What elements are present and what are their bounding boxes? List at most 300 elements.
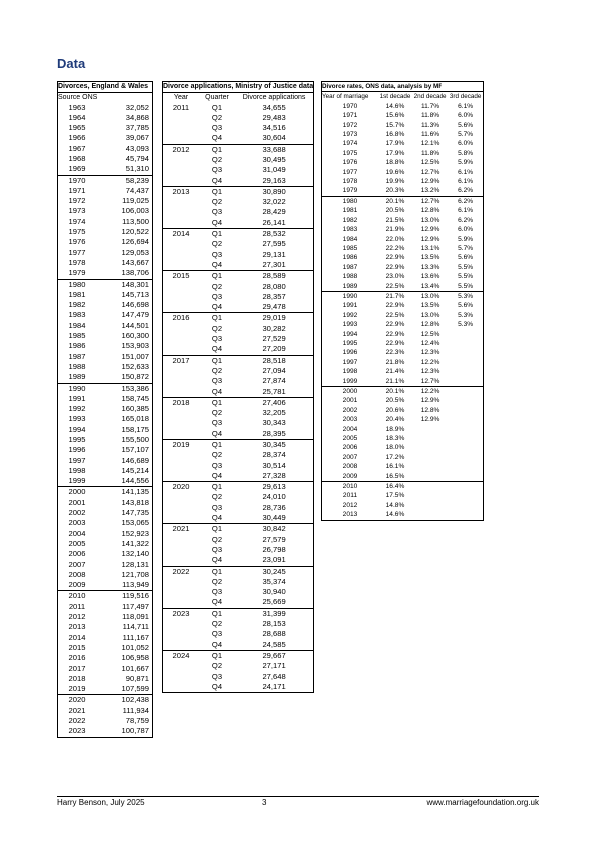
divorces-cell: 143,667 xyxy=(121,257,149,267)
col-3rd-decade: 3rd decade xyxy=(449,93,482,101)
quarter-cell: Q2 xyxy=(211,365,223,375)
year-cell: 1973 xyxy=(68,206,86,216)
year-cell: 1971 xyxy=(342,112,358,120)
year-cell: 1983 xyxy=(68,310,86,320)
year-cell xyxy=(163,545,200,555)
table-row xyxy=(58,508,153,518)
applications-cell: 34,516 xyxy=(262,123,286,133)
year-cell xyxy=(163,661,200,671)
year-cell: 2017 xyxy=(68,663,86,673)
year-cell: 2016 xyxy=(68,653,86,663)
table-row xyxy=(163,661,314,671)
divorces-header: Divorces, England & Wales xyxy=(58,82,153,93)
year-cell: 1980 xyxy=(68,279,86,289)
table-row xyxy=(58,237,153,247)
applications-cell: 27,406 xyxy=(262,397,286,407)
table-row xyxy=(58,279,153,290)
rate-1st-decade-cell: 14.8% xyxy=(385,501,405,509)
year-cell: 1987 xyxy=(68,351,86,361)
divorces-cell: 111,167 xyxy=(122,632,149,642)
table-row xyxy=(322,387,484,397)
rate-2nd-decade-cell: 12.2% xyxy=(420,358,440,366)
quarter-cell: Q2 xyxy=(211,576,223,586)
applications-cell: 26,141 xyxy=(235,218,314,229)
quarter-cell: Q2 xyxy=(211,492,223,502)
applications-cell: 24,585 xyxy=(235,640,314,651)
year-cell xyxy=(163,408,200,418)
quarter-cell: Q3 xyxy=(211,502,223,512)
quarter-cell: Q1 xyxy=(211,440,223,449)
divorces-cell: 118,091 xyxy=(122,612,149,622)
year-cell: 1991 xyxy=(68,393,86,403)
divorces-table xyxy=(57,81,153,738)
rate-3rd-decade-cell: 5.8% xyxy=(458,149,474,157)
year-cell: 2023 xyxy=(172,608,190,618)
rate-1st-decade-cell: 16.1% xyxy=(385,463,405,471)
rate-2nd-decade-cell xyxy=(412,462,448,471)
col-year: Year xyxy=(173,94,189,101)
year-cell xyxy=(163,555,200,566)
table-row xyxy=(58,133,153,143)
applications-body xyxy=(163,103,314,693)
divorces-cell: 158,745 xyxy=(121,393,149,403)
rate-2nd-decade-cell: 13.6% xyxy=(420,273,440,281)
rate-3rd-decade-cell: 6.1% xyxy=(458,102,474,110)
table-row xyxy=(322,311,484,320)
table-row xyxy=(163,608,314,619)
divorces-cell: 152,923 xyxy=(121,528,149,538)
year-cell: 2021 xyxy=(68,705,86,715)
rate-1st-decade-cell: 17.9% xyxy=(385,149,405,157)
table-row xyxy=(163,672,314,682)
rate-2nd-decade-cell: 12.3% xyxy=(420,368,440,376)
rate-3rd-decade-cell: 5.5% xyxy=(458,273,474,281)
year-cell: 1990 xyxy=(342,292,358,300)
divorces-cell: 128,131 xyxy=(121,559,149,569)
rate-1st-decade-cell: 15.7% xyxy=(385,121,405,129)
rate-2nd-decade-cell: 12.3% xyxy=(420,349,440,357)
rate-2nd-decade-cell: 12.8% xyxy=(420,321,440,329)
year-cell: 2019 xyxy=(172,440,190,449)
table-row xyxy=(322,472,484,482)
rate-1st-decade-cell: 18.0% xyxy=(385,444,405,452)
year-cell: 2022 xyxy=(172,566,190,576)
quarter-cell: Q1 xyxy=(211,313,223,323)
table-row xyxy=(58,248,153,258)
divorces-body xyxy=(58,103,153,738)
table-row xyxy=(322,425,484,434)
divorces-cell: 43,093 xyxy=(125,143,149,153)
rate-1st-decade-cell: 22.9% xyxy=(385,321,405,329)
year-cell: 1989 xyxy=(58,372,97,383)
rate-1st-decade-cell: 14.6% xyxy=(385,511,405,519)
col-quarter: Quarter xyxy=(205,94,229,101)
year-cell xyxy=(163,282,200,292)
divorces-cell: 150,872 xyxy=(96,372,153,383)
divorces-cell: 51,310 xyxy=(96,164,153,175)
year-cell: 2000 xyxy=(342,388,358,395)
rate-2nd-decade-cell: 13.5% xyxy=(420,302,440,310)
table-row xyxy=(58,653,153,663)
divorces-cell: 146,698 xyxy=(121,300,149,310)
quarter-cell: Q2 xyxy=(211,281,223,291)
year-cell: 2020 xyxy=(172,482,190,492)
year-cell: 1994 xyxy=(342,330,358,338)
quarter-cell: Q2 xyxy=(211,408,223,418)
quarter-cell: Q1 xyxy=(211,482,223,492)
year-cell: 1981 xyxy=(342,207,358,215)
table-row xyxy=(322,339,484,348)
year-cell: 2011 xyxy=(342,492,358,500)
table-row xyxy=(163,471,314,482)
rate-2nd-decade-cell xyxy=(412,482,448,492)
quarter-cell: Q1 xyxy=(211,271,223,281)
rate-1st-decade-cell: 16.8% xyxy=(385,131,405,139)
rate-3rd-decade-cell xyxy=(448,501,483,510)
quarter-cell: Q3 xyxy=(211,165,223,175)
rates-body xyxy=(322,102,484,520)
divorces-source: Source ONS xyxy=(58,94,98,101)
rate-1st-decade-cell: 22.0% xyxy=(385,235,405,243)
year-cell: 1978 xyxy=(342,178,358,186)
table-row xyxy=(58,570,153,580)
year-cell: 2017 xyxy=(172,355,190,365)
applications-cell: 23,091 xyxy=(235,555,314,566)
year-cell: 2000 xyxy=(68,487,86,497)
table-row xyxy=(163,165,314,175)
table-row xyxy=(322,396,484,405)
footer-page-number: 3 xyxy=(262,798,267,807)
rate-3rd-decade-cell xyxy=(448,434,483,443)
applications-cell: 30,343 xyxy=(262,418,286,428)
year-cell xyxy=(163,429,200,440)
applications-table xyxy=(162,81,314,693)
year-cell: 1998 xyxy=(342,368,358,376)
table-row xyxy=(58,445,153,455)
quarter-cell: Q1 xyxy=(211,355,223,365)
col-applications: Divorce applications xyxy=(242,94,306,101)
divorces-cell: 102,438 xyxy=(121,695,149,705)
rate-2nd-decade-cell: 11.6% xyxy=(420,131,440,139)
quarter-cell: Q4 xyxy=(199,387,235,398)
divorces-cell: 106,003 xyxy=(121,206,149,216)
table-row xyxy=(58,414,153,424)
year-cell: 2006 xyxy=(68,549,86,559)
year-cell xyxy=(163,302,200,313)
divorces-cell: 147,479 xyxy=(121,310,149,320)
page-title: Data xyxy=(57,56,86,71)
rate-3rd-decade-cell: 5.5% xyxy=(448,282,483,292)
divorces-cell: 101,052 xyxy=(121,642,149,652)
year-cell: 1965 xyxy=(68,123,86,133)
table-row xyxy=(163,450,314,460)
quarter-cell: Q4 xyxy=(199,640,235,651)
divorces-cell: 117,497 xyxy=(122,601,149,611)
table-row xyxy=(322,453,484,462)
quarter-cell: Q4 xyxy=(199,176,235,187)
year-cell: 2016 xyxy=(172,313,190,323)
table-row xyxy=(322,263,484,272)
applications-cell: 29,667 xyxy=(262,650,286,660)
rate-3rd-decade-cell: 5.6% xyxy=(458,254,474,262)
year-cell: 1968 xyxy=(68,153,86,163)
rate-1st-decade-cell: 14.6% xyxy=(385,102,405,110)
table-row xyxy=(58,643,153,653)
table-row xyxy=(163,260,314,271)
rate-3rd-decade-cell: 5.9% xyxy=(458,235,474,243)
year-cell: 1987 xyxy=(342,263,358,271)
year-cell xyxy=(163,376,200,386)
rate-1st-decade-cell: 20.1% xyxy=(385,197,405,205)
table-row xyxy=(58,476,153,487)
rate-3rd-decade-cell xyxy=(448,472,483,482)
table-row xyxy=(163,650,314,661)
year-cell: 2003 xyxy=(342,416,358,424)
applications-cell: 24,010 xyxy=(262,492,286,502)
table-row xyxy=(322,186,484,196)
quarter-cell: Q4 xyxy=(199,555,235,566)
rate-1st-decade-cell: 16.5% xyxy=(378,472,412,482)
table-row xyxy=(163,513,314,524)
rate-1st-decade-cell: 22.5% xyxy=(385,311,405,319)
rate-3rd-decade-cell: 5.7% xyxy=(458,131,474,139)
year-cell: 1994 xyxy=(68,424,86,434)
year-cell xyxy=(163,629,200,639)
divorces-cell: 157,107 xyxy=(121,445,149,455)
quarter-cell: Q2 xyxy=(211,450,223,460)
year-cell: 1969 xyxy=(58,164,97,175)
quarter-cell: Q4 xyxy=(199,597,235,608)
divorces-cell: 144,501 xyxy=(121,320,149,330)
table-row xyxy=(322,510,484,520)
table-row xyxy=(58,580,153,591)
rate-3rd-decade-cell: 5.3% xyxy=(458,321,474,329)
table-row xyxy=(163,545,314,555)
applications-header: Divorce applications, Ministry of Justice data xyxy=(163,82,314,93)
applications-cell: 31,399 xyxy=(262,608,286,618)
table-row xyxy=(322,111,484,120)
rate-1st-decade-cell: 23.0% xyxy=(385,273,405,281)
rate-3rd-decade-cell: 6.1% xyxy=(458,207,474,215)
footer-url: www.marriagefoundation.org.uk xyxy=(426,798,539,807)
year-cell: 1978 xyxy=(68,257,86,267)
year-cell: 1980 xyxy=(342,197,358,205)
rate-3rd-decade-cell xyxy=(448,396,483,405)
table-row xyxy=(163,492,314,502)
table-row xyxy=(163,682,314,693)
applications-cell: 27,595 xyxy=(262,239,286,249)
quarter-cell: Q4 xyxy=(199,260,235,271)
year-cell xyxy=(163,344,200,355)
table-row xyxy=(58,394,153,404)
divorces-cell: 141,135 xyxy=(121,487,149,497)
rate-2nd-decade-cell xyxy=(412,510,448,520)
rate-3rd-decade-cell xyxy=(448,425,483,434)
applications-cell: 27,579 xyxy=(262,534,286,544)
applications-cell: 30,449 xyxy=(235,513,314,524)
rate-2nd-decade-cell xyxy=(412,501,448,510)
year-cell xyxy=(163,292,200,302)
table-row xyxy=(322,291,484,301)
divorces-cell: 147,735 xyxy=(121,508,149,518)
year-cell: 1986 xyxy=(68,341,86,351)
applications-cell: 28,532 xyxy=(262,229,286,239)
table-row xyxy=(58,487,153,498)
table-row xyxy=(322,301,484,310)
rate-2nd-decade-cell: 13.4% xyxy=(412,282,448,292)
year-cell: 2002 xyxy=(68,508,86,518)
table-row xyxy=(58,622,153,632)
year-cell: 2013 xyxy=(172,186,190,196)
applications-cell: 28,429 xyxy=(262,207,286,217)
year-cell: 2007 xyxy=(68,559,86,569)
year-cell: 1985 xyxy=(68,331,86,341)
table-row xyxy=(58,498,153,508)
year-cell xyxy=(163,165,200,175)
applications-cell: 27,171 xyxy=(262,661,286,671)
table-row xyxy=(322,177,484,186)
table-row xyxy=(58,331,153,341)
table-row xyxy=(58,206,153,216)
rate-1st-decade-cell: 17.2% xyxy=(385,453,405,461)
rate-3rd-decade-cell xyxy=(448,406,483,415)
applications-cell: 29,478 xyxy=(235,302,314,313)
table-row xyxy=(163,302,314,313)
quarter-cell: Q4 xyxy=(199,302,235,313)
year-cell: 2012 xyxy=(342,501,358,509)
applications-cell: 34,655 xyxy=(262,102,286,112)
year-cell xyxy=(163,587,200,597)
rate-1st-decade-cell: 19.9% xyxy=(385,178,405,186)
table-row xyxy=(322,139,484,148)
rate-2nd-decade-cell xyxy=(412,472,448,482)
year-cell: 1977 xyxy=(342,168,358,176)
applications-cell: 32,022 xyxy=(262,197,286,207)
quarter-cell: Q3 xyxy=(211,629,223,639)
table-row xyxy=(58,602,153,612)
table-row xyxy=(58,383,153,394)
applications-cell: 28,153 xyxy=(262,619,286,629)
year-cell: 1997 xyxy=(342,358,358,366)
year-cell: 2018 xyxy=(172,397,190,407)
year-cell: 2023 xyxy=(68,726,86,736)
table-row xyxy=(322,168,484,177)
applications-cell: 28,518 xyxy=(262,355,286,365)
divorces-cell: 138,706 xyxy=(96,268,153,279)
year-cell: 1976 xyxy=(342,159,358,167)
table-row xyxy=(163,324,314,334)
year-cell: 2010 xyxy=(342,483,358,491)
year-cell: 1974 xyxy=(342,140,358,148)
rate-2nd-decade-cell xyxy=(412,425,448,434)
table-row xyxy=(58,300,153,310)
table-row xyxy=(163,155,314,165)
rate-1st-decade-cell: 19.6% xyxy=(385,168,405,176)
table-row xyxy=(58,103,153,113)
rate-2nd-decade-cell: 13.3% xyxy=(420,263,440,271)
table-row xyxy=(163,440,314,451)
table-row xyxy=(58,123,153,133)
year-cell: 1993 xyxy=(342,321,358,329)
divorces-cell: 143,818 xyxy=(121,497,149,507)
year-cell xyxy=(163,176,200,187)
rate-1st-decade-cell: 21.5% xyxy=(385,216,405,224)
year-cell xyxy=(163,418,200,428)
year-cell xyxy=(163,133,200,144)
rate-3rd-decade-cell xyxy=(448,415,483,424)
applications-cell: 28,374 xyxy=(262,450,286,460)
rate-3rd-decade-cell: 6.1% xyxy=(458,178,474,186)
table-row xyxy=(58,560,153,570)
table-row xyxy=(58,321,153,331)
year-cell: 1984 xyxy=(342,235,358,243)
rate-1st-decade-cell: 22.9% xyxy=(385,254,405,262)
table-row xyxy=(163,629,314,639)
year-cell xyxy=(163,597,200,608)
divorces-cell: 155,500 xyxy=(121,435,149,444)
year-cell: 2009 xyxy=(58,580,97,591)
rate-3rd-decade-cell: 6.0% xyxy=(458,112,474,120)
divorces-cell: 34,868 xyxy=(125,112,149,122)
divorces-cell: 101,667 xyxy=(121,663,149,673)
table-row xyxy=(163,555,314,566)
table-row xyxy=(322,415,484,424)
quarter-cell: Q1 xyxy=(211,144,223,154)
table-row xyxy=(322,272,484,281)
rate-3rd-decade-cell xyxy=(448,387,483,397)
year-cell: 1982 xyxy=(68,300,86,310)
rate-2nd-decade-cell: 12.8% xyxy=(420,406,440,414)
table-row xyxy=(163,197,314,207)
divorces-cell: 114,711 xyxy=(122,622,149,632)
rate-1st-decade-cell: 22.5% xyxy=(378,282,412,292)
year-cell: 1999 xyxy=(322,377,379,387)
divorces-cell: 113,500 xyxy=(122,216,149,226)
table-row xyxy=(58,518,153,528)
year-cell: 1985 xyxy=(342,244,358,252)
applications-cell: 27,328 xyxy=(235,471,314,482)
year-cell: 2009 xyxy=(322,472,379,482)
applications-cell: 28,080 xyxy=(262,281,286,291)
table-row xyxy=(322,235,484,244)
year-cell: 2018 xyxy=(68,673,86,683)
divorces-cell: 165,018 xyxy=(121,414,149,424)
year-cell: 2001 xyxy=(68,497,86,507)
year-cell xyxy=(163,619,200,629)
table-row xyxy=(322,348,484,357)
table-row xyxy=(163,218,314,229)
year-cell: 1972 xyxy=(68,196,86,206)
rate-3rd-decade-cell: 5.6% xyxy=(458,121,474,129)
rate-2nd-decade-cell: 12.9% xyxy=(420,397,440,405)
rate-1st-decade-cell: 22.9% xyxy=(385,302,405,310)
year-cell xyxy=(163,260,200,271)
quarter-cell: Q2 xyxy=(211,154,223,164)
table-row xyxy=(163,292,314,302)
year-cell xyxy=(163,513,200,524)
year-cell: 1966 xyxy=(68,133,86,143)
year-cell: 1996 xyxy=(342,349,358,357)
rate-2nd-decade-cell: 12.9% xyxy=(420,226,440,234)
quarter-cell: Q2 xyxy=(211,112,223,122)
table-row xyxy=(163,587,314,597)
applications-cell: 30,245 xyxy=(262,566,286,576)
year-cell: 1992 xyxy=(342,311,358,319)
rate-3rd-decade-cell: 6.2% xyxy=(458,216,474,224)
table-row xyxy=(163,461,314,471)
applications-cell: 25,669 xyxy=(235,597,314,608)
year-cell: 2008 xyxy=(68,569,86,579)
